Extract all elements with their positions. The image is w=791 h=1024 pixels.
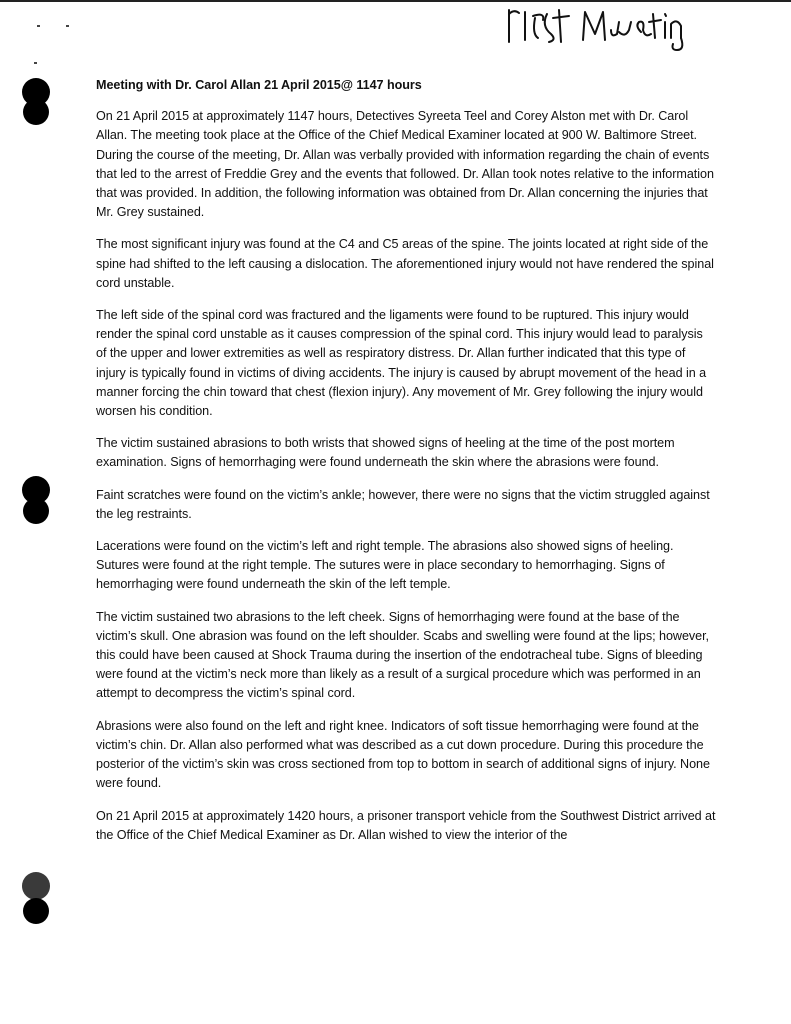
paragraph-cheek-abrasions: The victim sustained two abrasions to the left cheek. Signs of hemorrhaging were found at the base of the victim’s skull. One abrasion was found on the left shoulder. Scabs and swelling were found at the lips; however, this could have been caused at Shock Trauma during the insertion of the endotracheal tube. Signs of bleeding were found at the victim’s neck more than likely as a result of a surgical procedure which was performed in an attempt to decompress the victim’s spinal cord. — [96, 609, 710, 701]
paragraph-meeting-overview: On 21 April 2015 at approximately 1147 hours, Detectives Syreeta Teel and Corey Alston met with Dr. Carol Allan. The meeting took place at the Office of the Chief Medical Examiner located at 900 W. Baltimore Street. During the course of the meeting, Dr. Allan was verbally provided with information regarding the chain of events that led to the arrest of Freddie Grey and the events that followed. Dr. Allan took notes relative to the information that was provided. In addition, the following information was obtained from Dr. Allan concerning the injuries that Mr. Grey sustained. — [96, 109, 714, 220]
paragraph-ankle-scratches: Faint scratches were found on the victim’s ankle; however, there were no signs that the victim struggled against the leg restraints. — [96, 487, 710, 521]
handwritten-note — [505, 4, 695, 54]
punch-hole-middle-shadow — [23, 498, 49, 524]
paragraph-knee-abrasions: Abrasions were also found on the left and right knee. Indicators of soft tissue hemorrhaging were found at the victim’s chin. Dr. Allan also performed what was described as a cut down procedure. During this procedure the posterior of the victim’s skin was cross sectioned from top to bottom in search of additional signs of injury. None were found. — [96, 718, 710, 791]
scan-speck — [37, 25, 40, 27]
scan-top-edge — [0, 0, 791, 2]
paragraph-temple-lacerations: Lacerations were found on the victim’s left and right temple. The abrasions also showed signs of heeling. Sutures were found at the right temple. The sutures were in place secondary to hemorrhaging. Signs of hemorrhaging were found underneath the skin of the left temple. — [96, 539, 674, 592]
paragraph-wrist-abrasions: The victim sustained abrasions to both wrists that showed signs of heeling at the time of the post mortem examination. Signs of hemorrhaging were found underneath the skin where the abrasions were found. — [96, 436, 675, 470]
punch-hole-bottom — [22, 872, 50, 900]
meeting-heading: Meeting with Dr. Carol Allan 21 April 2015@ 1147 hours — [96, 78, 422, 92]
paragraph-spine-injury: The most significant injury was found at the C4 and C5 areas of the spine. The joints located at right side of the spine had shifted to the left causing a dislocation. The aforementioned injury would not have rendered the spinal cord unstable. — [96, 237, 714, 290]
document-body — [96, 76, 716, 858]
paragraph-transport-vehicle: On 21 April 2015 at approximately 1420 hours, a prisoner transport vehicle from the Southwest District arrived at the Office of the Chief Medical Examiner as Dr. Allan wished to view the interior of the — [96, 808, 716, 842]
scan-speck — [34, 62, 37, 64]
paragraph-spinal-cord-fracture: The left side of the spinal cord was fractured and the ligaments were found to be ruptured. This injury would render the spinal cord unstable as it causes compression of the spinal cord. This injury would lead to paralysis of the upper and lower extremities as well as respiratory distress. Dr. Allan further indicated that this type of injury is typically found in victims of diving accidents. The injury is caused by abrupt movement of the head in a manner forcing the chin toward that chest (flexion injury). Any movement of Mr. Grey following the injury would worsen his condition. — [96, 308, 707, 419]
punch-hole-bottom-shadow — [23, 898, 49, 924]
punch-hole-top-shadow — [23, 99, 49, 125]
scan-speck — [66, 25, 69, 27]
